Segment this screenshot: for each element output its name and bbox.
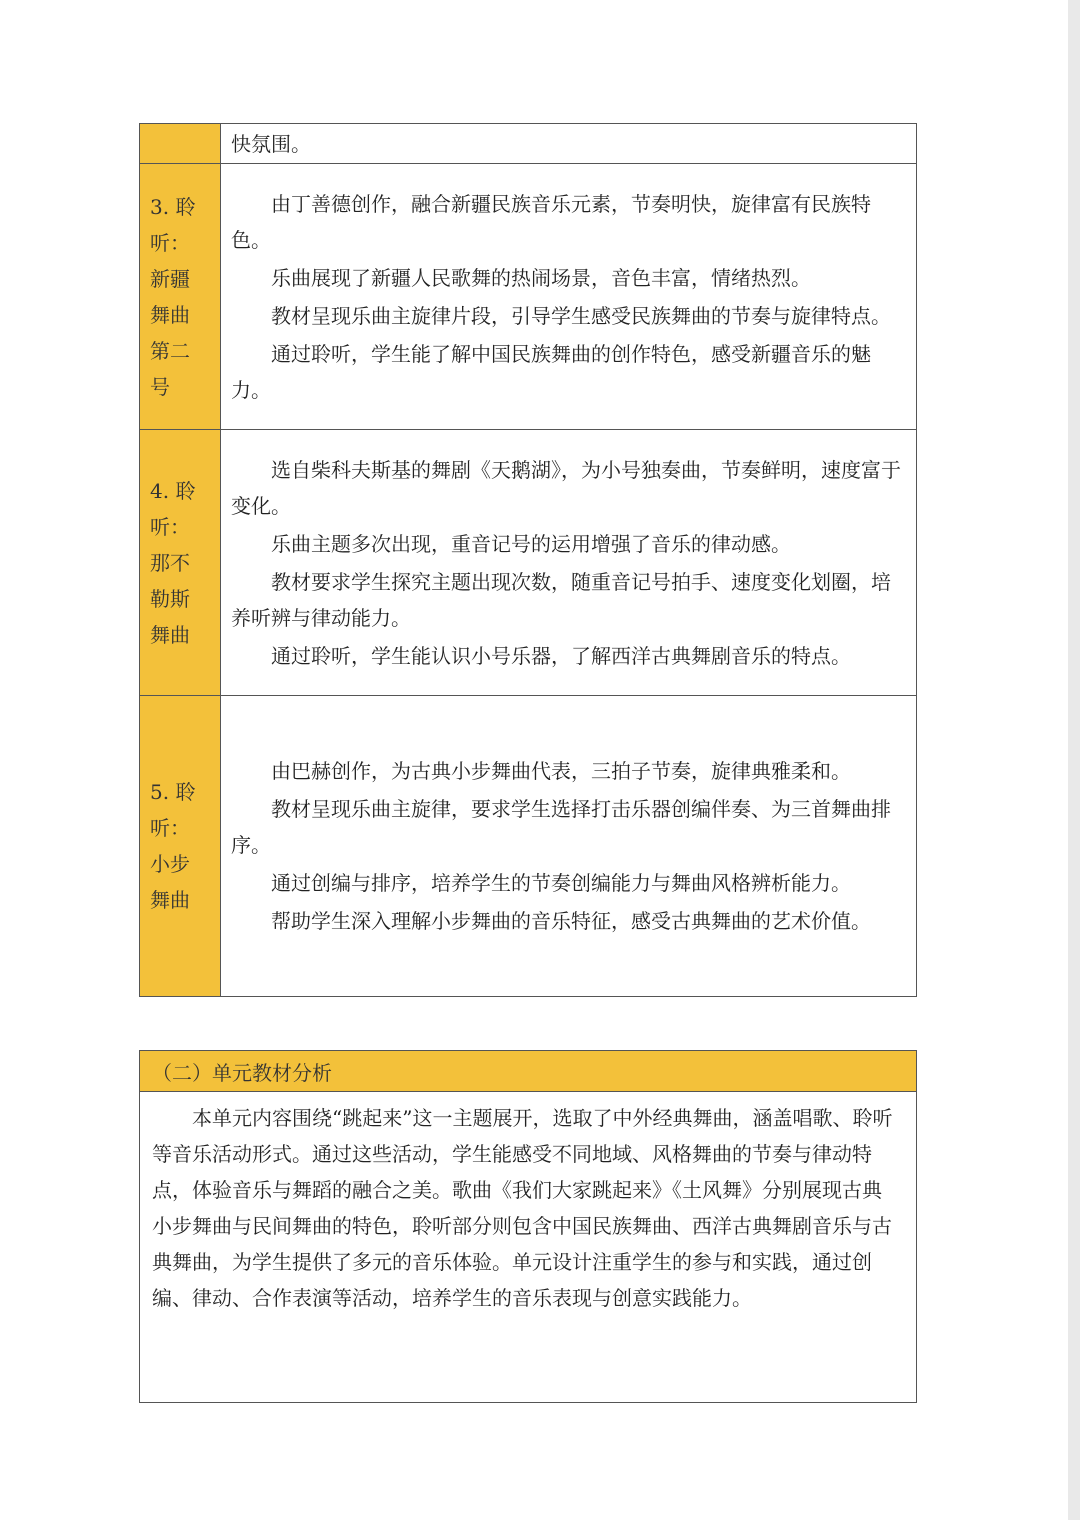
label-line: 舞曲 bbox=[150, 622, 190, 647]
paragraph: 乐曲主题多次出现，重音记号的运用增强了音乐的律动感。 bbox=[271, 531, 791, 556]
section-heading: （二）单元教材分析 bbox=[140, 1051, 917, 1092]
paragraph: 教材呈现乐曲主旋律，要求学生选择打击乐器创编伴奏、为三首舞曲排序。 bbox=[231, 797, 891, 857]
paragraph: 由丁善德创作，融合新疆民族音乐元素，节奏明快，旋律富有民族特色。 bbox=[231, 191, 871, 252]
row-label bbox=[140, 124, 221, 164]
analysis-body bbox=[140, 1092, 917, 1403]
label-line: 舞曲 bbox=[150, 888, 190, 912]
paragraph: 乐曲展现了新疆人民歌舞的热闹场景，音色丰富，情绪热烈。 bbox=[271, 265, 811, 290]
analysis-table bbox=[139, 1050, 917, 1403]
label-line: 第二 bbox=[150, 338, 190, 363]
label-line: 那不 bbox=[150, 550, 190, 575]
label-line: 听： bbox=[150, 514, 190, 539]
table-row bbox=[140, 1092, 917, 1403]
paragraph: 通过创编与排序，培养学生的节奏创编能力与舞曲风格辨析能力。 bbox=[271, 871, 851, 895]
table-row bbox=[140, 430, 917, 696]
row-label bbox=[140, 164, 221, 430]
label-line: 3. 聆 bbox=[150, 194, 196, 219]
table-row bbox=[140, 696, 917, 997]
label-line: 听： bbox=[150, 816, 190, 840]
table-row bbox=[140, 164, 917, 430]
row-label bbox=[140, 430, 221, 696]
paragraph: 通过聆听，学生能了解中国民族舞曲的创作特色，感受新疆音乐的魅力。 bbox=[231, 341, 871, 402]
row-content bbox=[221, 164, 917, 430]
paragraph: 快氛围。 bbox=[231, 131, 311, 156]
listening-table bbox=[139, 123, 917, 997]
table-row bbox=[140, 1051, 917, 1092]
row-content bbox=[221, 430, 917, 696]
row-content bbox=[221, 124, 917, 164]
label-line: 5. 聆 bbox=[150, 780, 196, 804]
paragraph: 选自柴科夫斯基的舞剧《天鹅湖》，为小号独奏曲，节奏鲜明，速度富于变化。 bbox=[231, 457, 901, 518]
label-line: 号 bbox=[150, 374, 170, 399]
paragraph: 帮助学生深入理解小步舞曲的音乐特征，感受古典舞曲的艺术价值。 bbox=[271, 909, 871, 933]
table-row bbox=[140, 124, 917, 164]
page-edge bbox=[1068, 0, 1080, 1520]
paragraph: 通过聆听，学生能认识小号乐器，了解西洋古典舞剧音乐的特点。 bbox=[271, 643, 851, 668]
paragraph: 教材呈现乐曲主旋律片段，引导学生感受民族舞曲的节奏与旋律特点。 bbox=[271, 303, 891, 328]
label-line: 小步 bbox=[150, 852, 190, 876]
row-label bbox=[140, 696, 221, 997]
label-line: 勒斯 bbox=[150, 586, 190, 611]
paragraph: 由巴赫创作，为古典小步舞曲代表，三拍子节奏，旋律典雅柔和。 bbox=[271, 759, 851, 783]
label-line: 4. 聆 bbox=[150, 478, 196, 503]
label-line: 新疆 bbox=[150, 266, 190, 291]
paragraph: 教材要求学生探究主题出现次数，随重音记号拍手、速度变化划圈，培养听辨与律动能力。 bbox=[231, 569, 891, 630]
row-content bbox=[221, 696, 917, 997]
paragraph: 本单元内容围绕“跳起来”这一主题展开，选取了中外经典舞曲，涵盖唱歌、聆听等音乐活动形式。通过这些活动，学生能感受不同地域、风格舞曲的节奏与律动特点，体验音乐与舞蹈的融合之美。歌曲《我们大家跳起来》《土风舞》分别展现古典小步舞曲与民间舞曲的特色，聆听部分则包含中国民族舞曲、西洋古典舞剧音乐与古典舞曲，为学生提供了多元的音乐体验。单元设计注重学生的参与和实践，通过创编、律动、合作表演等活动，培养学生的音乐表现与创意实践能力。 bbox=[152, 1106, 893, 1310]
label-line: 舞曲 bbox=[150, 302, 190, 327]
label-line: 听： bbox=[150, 230, 190, 255]
